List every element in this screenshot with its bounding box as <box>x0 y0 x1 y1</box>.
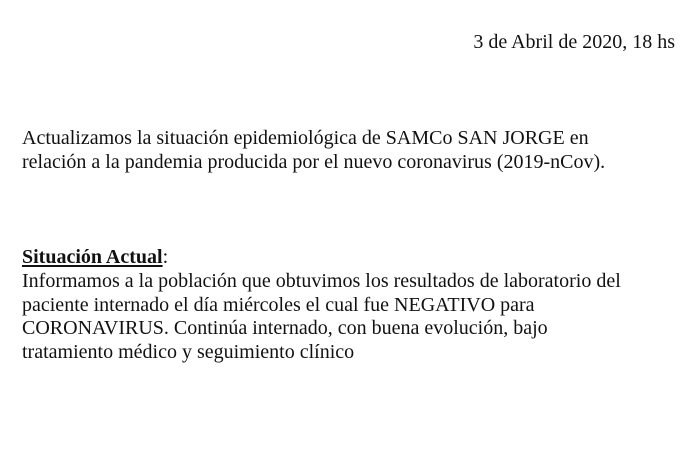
body-line: Informamos a la población que obtuvimos los resultados de laboratorio del <box>22 270 621 292</box>
section-heading: Situación Actual <box>22 246 163 268</box>
body-line: tratamiento médico y seguimiento clínico <box>22 340 355 363</box>
section-body <box>22 270 692 364</box>
intro-paragraph <box>22 126 682 174</box>
document-date: 3 de Abril de 2020, 18 hs <box>473 31 675 53</box>
section-heading-colon: : <box>162 246 169 268</box>
body-line: paciente internado el día miércoles el cual fue NEGATIVO para <box>22 293 535 316</box>
body-line: CORONAVIRUS. Continúa internado, con buena evolución, bajo <box>22 317 548 339</box>
intro-line: Actualizamos la situación epidemiológica de SAMCo SAN JORGE en <box>22 127 589 149</box>
section-heading-row <box>22 245 168 269</box>
intro-line: relación a la pandemia producida por el nuevo coronavirus (2019-nCov). <box>22 151 606 173</box>
